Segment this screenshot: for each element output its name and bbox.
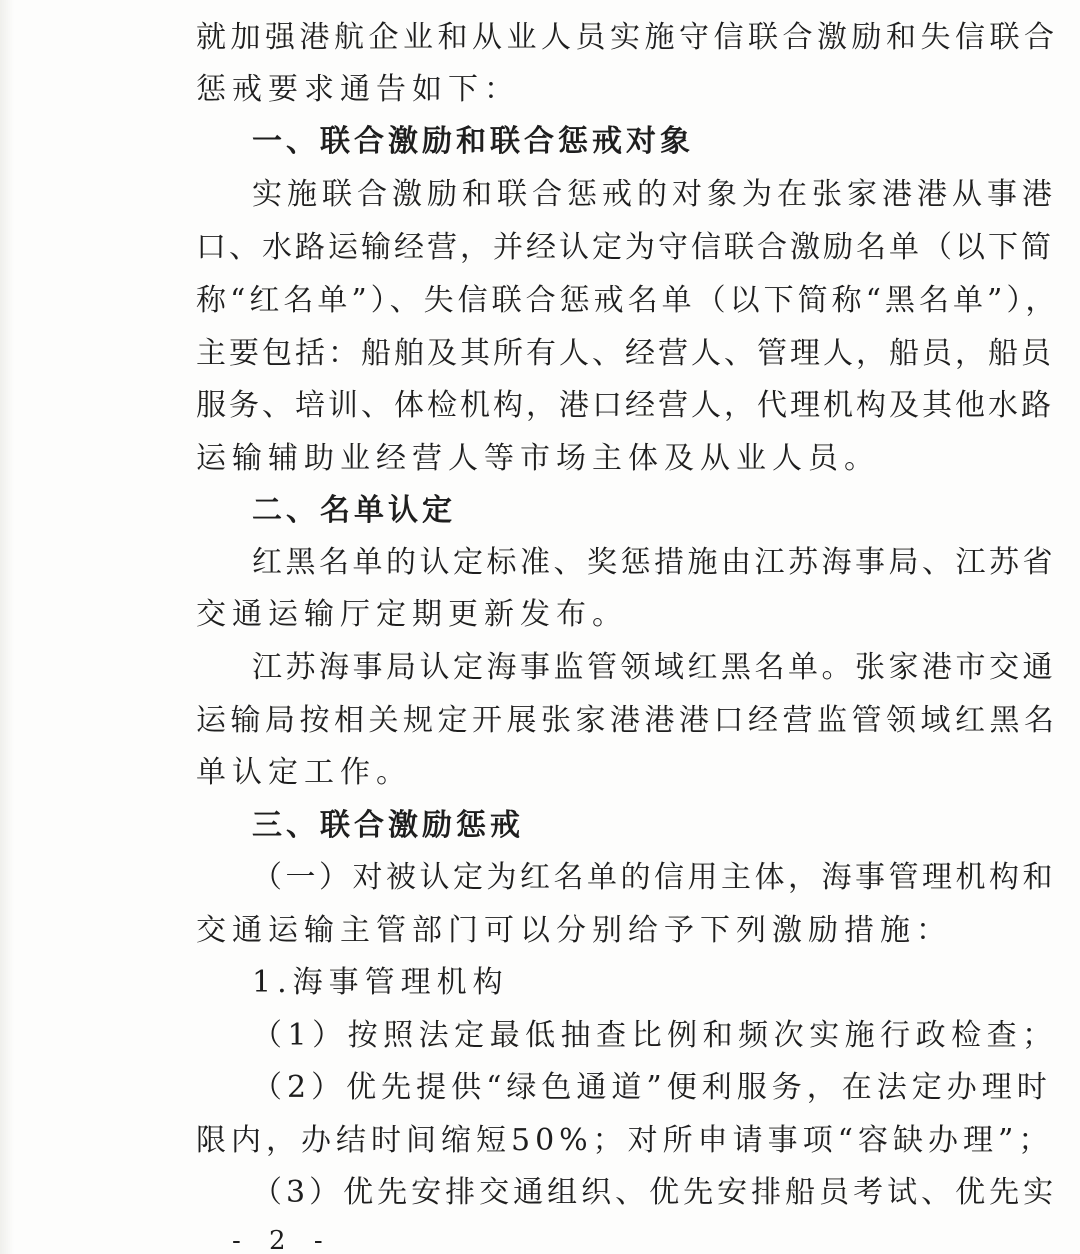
section-1-heading: 一、联合激励和联合惩戒对象 (252, 124, 694, 159)
section-3-sub-1-line-2: 交通运输主管部门可以分别给予下列激励措施： (196, 913, 952, 948)
intro-line-2: 惩戒要求通告如下： (196, 72, 520, 107)
section-2-heading: 二、名单认定 (252, 493, 456, 528)
section-1-line-2: 口、水路运输经营，并经认定为守信联合激励名单（以下简 (196, 230, 1054, 265)
section-3-heading: 三、联合激励惩戒 (252, 808, 524, 843)
section-1-line-6: 运输辅助业经营人等市场主体及从业人员。 (196, 441, 880, 476)
intro-line-1: 就加强港航企业和从业人员实施守信联合激励和失信联合 (196, 20, 1059, 55)
page-number: - 2 - (232, 1226, 333, 1254)
measure-2-line-2: 限内，办结时间缩短50%；对所申请事项“容缺办理”； (196, 1123, 1054, 1158)
section-2-para-2-line-3: 单认定工作。 (196, 755, 412, 790)
measure-2-line-1: （2）优先提供“绿色通道”便利服务，在法定办理时 (252, 1070, 1052, 1105)
section-2-para-1-line-1: 红黑名单的认定标准、奖惩措施由江苏海事局、江苏省 (252, 545, 1056, 580)
section-1-line-5: 服务、培训、体检机构，港口经营人，代理机构及其他水路 (196, 388, 1054, 423)
measure-1: （1）按照法定最低抽查比例和频次实施行政检查； (252, 1018, 1058, 1053)
measure-3-line-1: （3）优先安排交通组织、优先安排船员考试、优先实 (252, 1175, 1058, 1210)
scan-edge-shadow (0, 0, 14, 1254)
section-2-para-2-line-2: 运输局按相关规定开展张家港港港口经营监管领域红黑名 (196, 703, 1059, 738)
section-1-line-3: 称“红名单”）、失信联合惩戒名单（以下简称“黑名单”）， (196, 283, 1060, 318)
section-3-item-1: 1.海事管理机构 (252, 965, 509, 1000)
section-2-para-1-line-2: 交通运输厅定期更新发布。 (196, 597, 628, 632)
section-3-sub-1-line-1: （一）对被认定为红名单的信用主体，海事管理机构和 (252, 860, 1056, 895)
section-1-line-4: 主要包括：船舶及其所有人、经营人、管理人，船员，船员 (196, 336, 1054, 371)
section-1-line-1: 实施联合激励和联合惩戒的对象为在张家港港从事港 (252, 177, 1057, 212)
section-2-para-2-line-1: 江苏海事局认定海事监管领域红黑名单。张家港市交通 (252, 650, 1056, 685)
